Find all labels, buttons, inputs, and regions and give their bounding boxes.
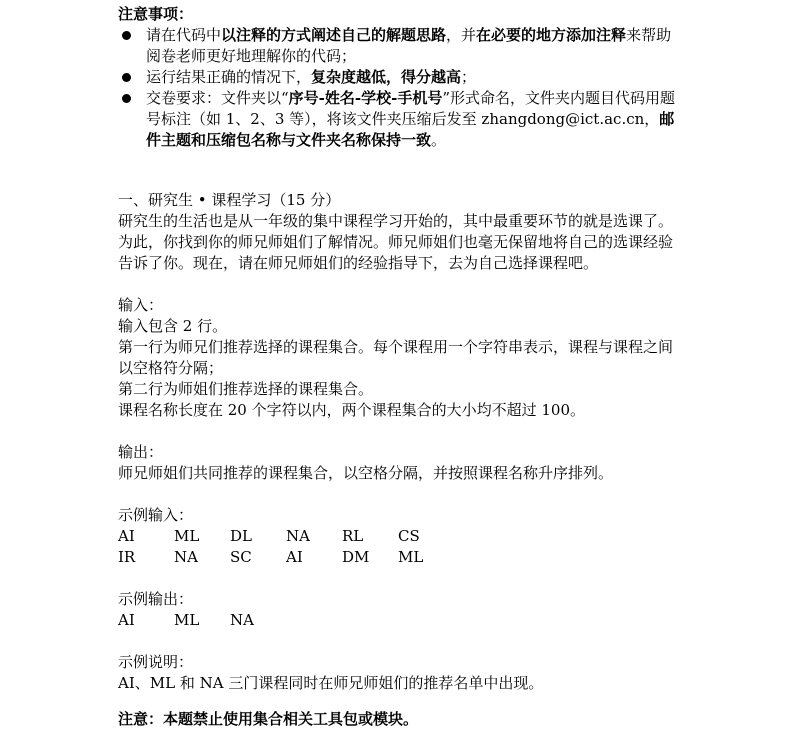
sample-output-grid — [118, 610, 286, 631]
output-label: 输出： — [118, 443, 164, 461]
explain-label: 示例说明： — [118, 653, 194, 671]
sample-output-label: 示例输出： — [118, 590, 194, 608]
bullet-icon — [122, 94, 131, 103]
problem-intro: 研究生的生活也是从一年级的集中课程学习开始的，其中最重要环节的就是选课了。为此，你找到你的师兄师姐们了解情况。师兄师姐们也毫无保留地将自己的选课经验告诉了你。现在，请在师兄师姐们的经验指导下，去为自己选择课程吧。 — [118, 212, 674, 272]
footer-note: 注意：本题禁止使用集合相关工具包或模块。 — [118, 710, 419, 728]
sample-input-row: IR NA SC AI DM ML — [118, 548, 424, 566]
notice-list — [118, 25, 678, 151]
explain-line: AI、ML 和 NA 三门课程同时在师兄师姐们的推荐名单中出现。 — [118, 674, 544, 692]
input-line: 第二行为师姐们推荐选择的课程集合。 — [118, 380, 374, 398]
input-line: 输入包含 2 行。 — [118, 317, 228, 335]
notice-item: 交卷要求：文件夹以“序号-姓名-学校-手机号”形式命名，文件夹内题目代码用题号标注（如 1、2、3 等），将该文件夹压缩后发至 zhangdong@ict.ac.cn，邮件主题和压缩包名称与文件夹名称保持一致。 — [118, 88, 678, 151]
sample-output-row: AI ML NA — [118, 611, 254, 629]
output-line: 师兄师姐们共同推荐的课程集合，以空格分隔，并按照课程名称升序排列。 — [118, 464, 614, 482]
notice-item: 运行结果正确的情况下，复杂度越低，得分越高； — [118, 67, 678, 88]
input-line: 课程名称长度在 20 个字符以内，两个课程集合的大小均不超过 100。 — [118, 401, 586, 419]
notice-item: 请在代码中以注释的方式阐述自己的解题思路，并在必要的地方添加注释来帮助阅卷老师更好地理解你的代码； — [118, 25, 678, 67]
sample-input-row: AI ML DL NA RL CS — [118, 527, 420, 545]
input-line: 第一行为师兄们推荐选择的课程集合。每个课程用一个字符串表示，课程与课程之间以空格符分隔； — [118, 338, 674, 377]
bullet-icon — [122, 31, 131, 40]
input-label: 输入： — [118, 296, 164, 314]
sample-input-label: 示例输入： — [118, 506, 194, 524]
problem-heading: 一、研究生 • 课程学习（15 分） — [118, 191, 341, 209]
sample-input-grid — [118, 526, 454, 568]
notice-title: 注意事项： — [118, 5, 194, 23]
bullet-icon — [122, 73, 131, 82]
